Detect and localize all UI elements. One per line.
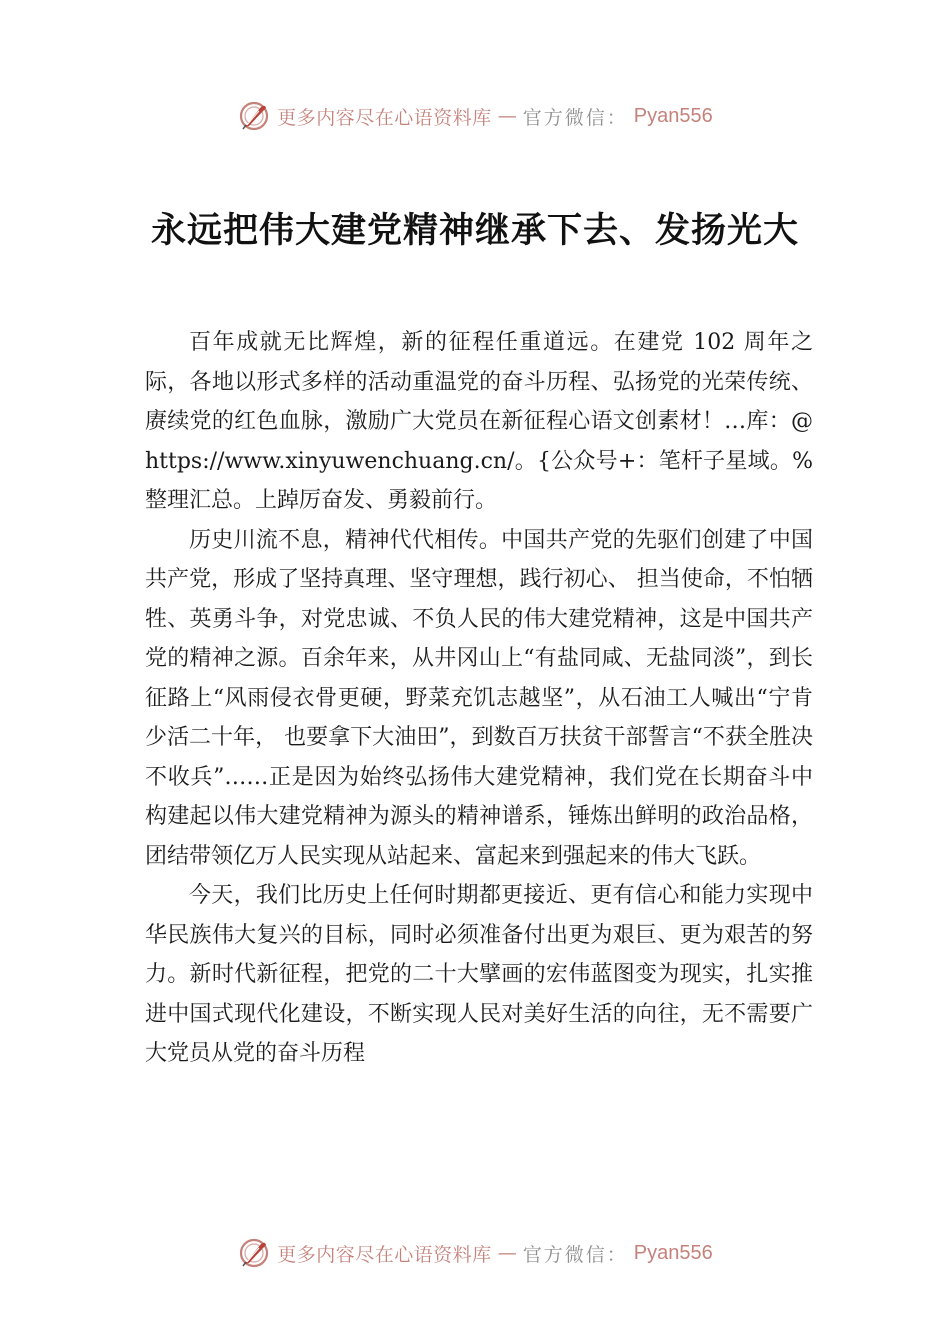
watermark-separator: —: [497, 1242, 517, 1264]
header-watermark: [0, 96, 950, 136]
paragraph: 百年成就无比辉煌，新的征程任重道远。在建党 102 周年之际，各地以形式多样的活动重温党的奋斗历程、弘扬党的光荣传统、赓续党的红色血脉，激励广大党员在新征程心语文创素材！…库：@https://www.xinyuwenchuang.cn/。{公众号+：笔杆子星域。%整理汇总。上踔厉奋发、勇毅前行。: [145, 330, 813, 513]
watermark-text: 更多内容尽在心语资料库: [277, 106, 492, 129]
watermark-wechat-label: 官方微信：: [522, 106, 628, 129]
quill-seal-icon: [237, 99, 271, 133]
document-title: 永远把伟大建党精神继承下去、发扬光大: [150, 210, 799, 251]
quill-seal-icon: [237, 1236, 271, 1270]
watermark-wechat-id: Pyan556: [633, 104, 713, 127]
footer-watermark: [0, 1233, 950, 1273]
watermark-text: 更多内容尽在心语资料库: [277, 1243, 492, 1266]
document-body: [145, 323, 813, 1074]
paragraph: 历史川流不息，精神代代相传。中国共产党的先驱们创建了中国共产党，形成了坚持真理、坚守理想，践行初心、 担当使命，不怕牺牲、英勇斗争，对党忠诚、不负人民的伟大建党精神，这是中国共产党的精神之源。百余年来，从井冈山上“有盐同咸、无盐同淡”，到长征路上“风雨侵衣骨更硬，野菜充饥志越坚”，从石油工人喊出“宁肯少活二十年， 也要拿下大油田”，到数百万扶贫干部誓言“不获全胜决不收兵”……正是因为始终弘扬伟大建党精神，我们党在长期奋斗中构建起以伟大建党精神为源头的精神谱系，锤炼出鲜明的政治品格，团结带领亿万人民实现从站起来、富起来到强起来的伟大飞跃。: [145, 527, 813, 869]
watermark-wechat-label: 官方微信：: [522, 1243, 628, 1266]
paragraph: 今天，我们比历史上任何时期都更接近、更有信心和能力实现中华民族伟大复兴的目标，同时必须准备付出更为艰巨、更为艰苦的努力。新时代新征程，把党的二十大擘画的宏伟蓝图变为现实，扎实推进中国式现代化建设，不断实现人民对美好生活的向往，无不需要广大党员从党的奋斗历程: [145, 883, 813, 1066]
watermark-wechat-id: Pyan556: [633, 1241, 713, 1264]
watermark-separator: —: [497, 105, 517, 127]
